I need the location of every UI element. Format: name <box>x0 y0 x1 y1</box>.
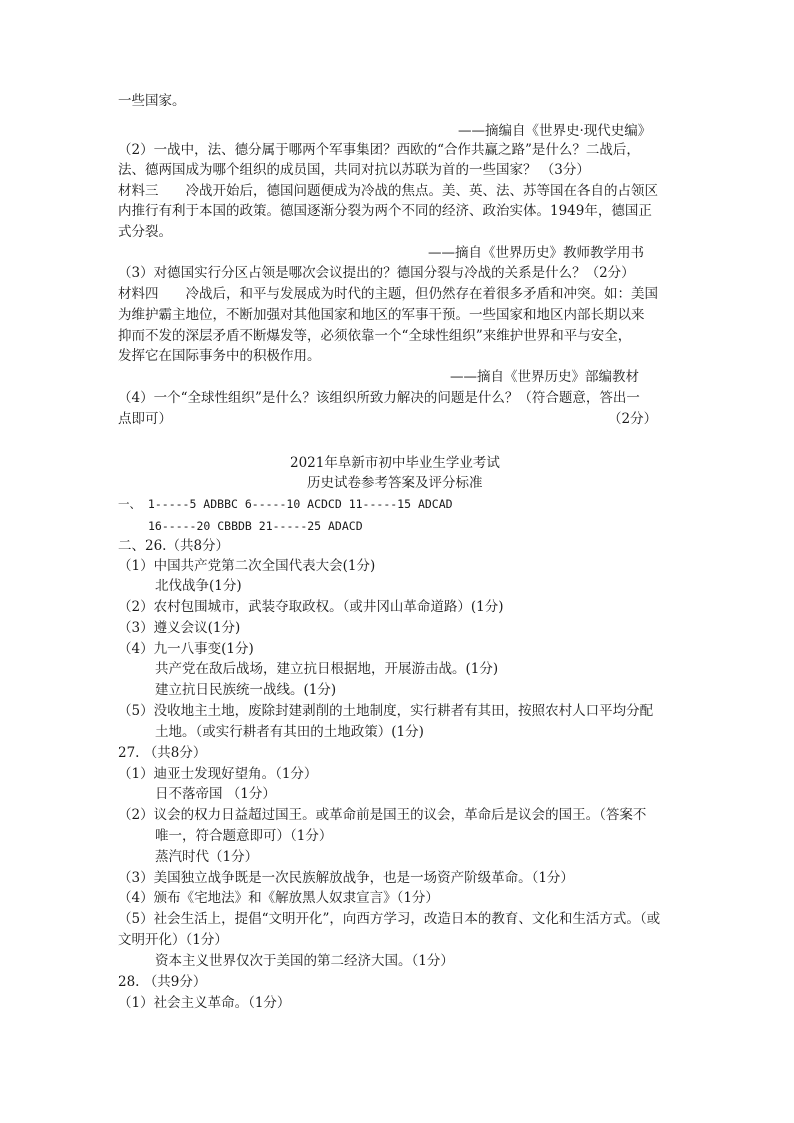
question-3: （3）对德国实行分区占领是哪次会议提出的？德国分裂与冷战的关系是什么？（2分） <box>118 265 635 281</box>
material-3-cont: 内推行有利于本国的政策。德国逐渐分裂为两个不同的经济、政治实体。1949年，德国正 <box>118 203 652 219</box>
answer-line: （5）没收地主土地，废除封建剥削的土地制度，实行耕者有其田，按照农村人口平均分配 <box>118 703 654 719</box>
material-3-cont: 式分裂。 <box>118 224 172 240</box>
material-4-cont: 抑而不发的深层矛盾不断爆发等，必须依靠一个“全球性组织”来维护世界和平与安全， <box>118 328 632 344</box>
mc-answers-row-1: 一、 1-----5 ADBBC 6-----10 ACDCD 11-----15 ADCAD <box>118 497 453 511</box>
answer-line: （4）九一八事变(1分) <box>118 641 254 657</box>
material-4: 材料四 冷战后，和平与发展成为时代的主题，但仍然存在着很多矛盾和冲突。如：美国 <box>118 286 658 302</box>
question-4: （4）一个“全球性组织”是什么？该组织所致力解决的问题是什么？（符合题意，答出一 <box>118 390 640 406</box>
question-4-cont: 点即可） <box>118 411 172 427</box>
answer-line: 日不落帝国 （1分） <box>155 786 276 802</box>
source-citation: ——摘自《世界历史》部编教材 <box>450 369 639 385</box>
q28-header: 28. （共9分） <box>118 974 207 990</box>
q26-header: 二、26.（共8分） <box>118 538 230 554</box>
answer-title: 2021年阜新市初中毕业生学业考试 <box>290 455 500 471</box>
question-2: （2）一战中，法、德分属于哪两个军事集团？西欧的“合作共赢之路”是什么？二战后， <box>118 142 640 158</box>
answer-line: （2）农村包围城市，武装夺取政权。（或井冈山革命道路）(1分) <box>118 599 504 615</box>
answer-line: （2）议会的权力日益超过国王。或革命前是国王的议会，革命后是议会的国王。（答案不 <box>118 807 647 823</box>
answer-line: （5）社会生活上，提倡“文明开化”，向西方学习，改造日本的教育、文化和生活方式。（或 <box>118 911 661 927</box>
score-label: （2分） <box>608 411 658 427</box>
answer-line: （4）颁布《宅地法》和《解放黑人奴隶宣言》（1分） <box>118 890 439 906</box>
text-line: 一些国家。 <box>118 93 186 109</box>
answer-line: 北伐战争(1分) <box>155 578 242 594</box>
material-4-cont: 为维护霸主地位，不断加强对其他国家和地区的军事干预。一些国家和地区内部长期以来 <box>118 307 645 323</box>
answer-subtitle: 历史试卷参考答案及评分标准 <box>307 475 483 491</box>
answer-line: 唯一，符合题意即可）（1分） <box>155 828 333 844</box>
question-2-cont: 法、德两国成为哪个组织的成员国，共同对抗以苏联为首的一些国家？ （3分） <box>118 162 590 178</box>
answer-line: 文明开化）（1分） <box>118 932 228 948</box>
answer-line: 蒸汽时代（1分） <box>155 849 259 865</box>
material-3: 材料三 冷战开始后，德国问题便成为冷战的焦点。美、英、法、苏等国在各自的占领区 <box>118 183 658 199</box>
source-citation: ——摘自《世界历史》教师教学用书 <box>428 245 644 261</box>
answer-line: （3）遵义会议(1分) <box>118 620 241 636</box>
answer-line: （1）社会主义革命。（1分） <box>118 995 291 1011</box>
answer-line: （1）迪亚士发现好望角。（1分） <box>118 766 318 782</box>
answer-line: 土地。（或实行耕者有其田的土地政策）(1分) <box>155 724 424 740</box>
answer-line: （3）美国独立战争既是一次民族解放战争，也是一场资产阶级革命。（1分） <box>118 870 574 886</box>
answer-line: 资本主义世界仅次于美国的第二经济大国。（1分） <box>155 953 454 969</box>
material-4-cont: 发挥它在国际事务中的积极作用。 <box>118 348 321 364</box>
answer-line: （1）中国共产党第二次全国代表大会(1分) <box>118 558 376 574</box>
answer-line: 共产党在敌后战场，建立抗日根据地，开展游击战。(1分) <box>155 661 499 677</box>
mc-answers-row-2: 16-----20 CBBDB 21-----25 ADACD <box>148 519 363 533</box>
answer-line: 建立抗日民族统一战线。(1分) <box>155 682 337 698</box>
source-citation: ——摘编自《世界史·现代史编》 <box>458 123 652 139</box>
q27-header: 27. （共8分） <box>118 745 207 761</box>
